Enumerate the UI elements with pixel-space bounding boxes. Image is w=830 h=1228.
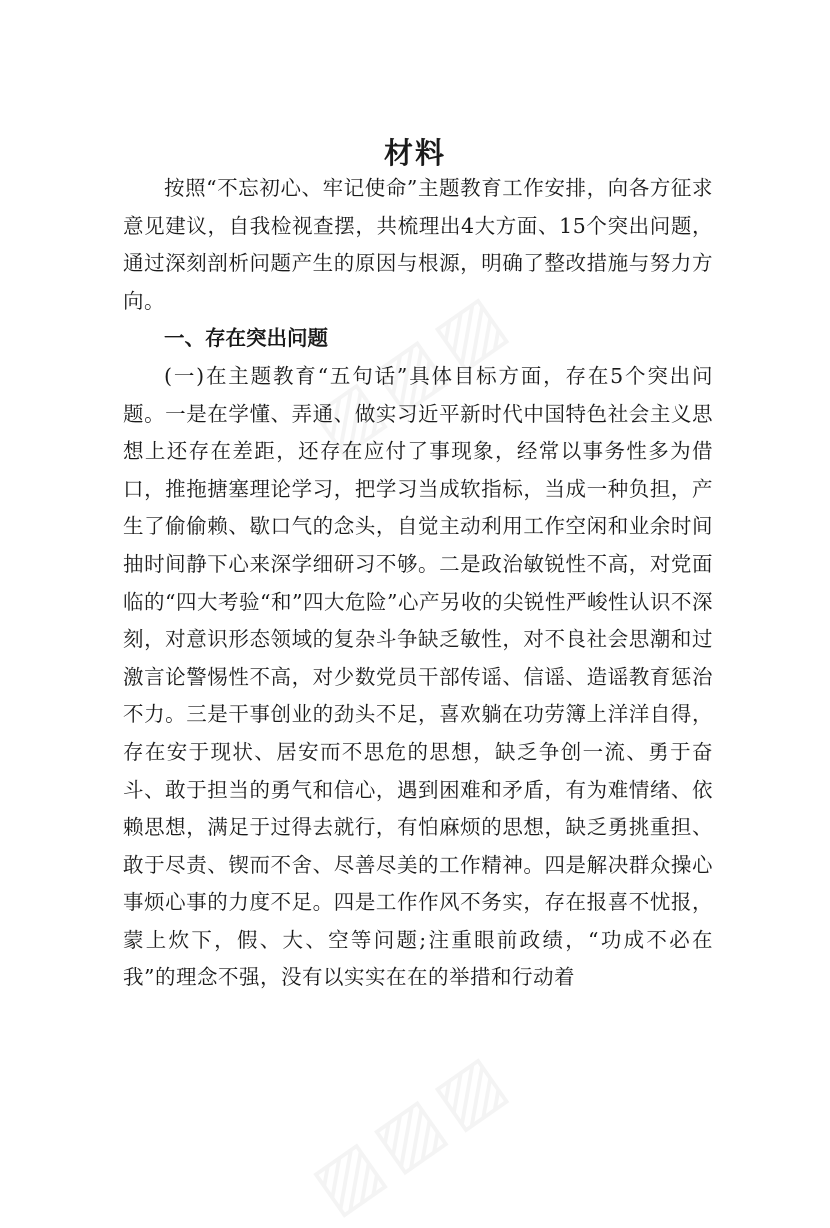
- document-title: 材料: [383, 136, 446, 171]
- watermark: [297, 1034, 526, 1228]
- section-paragraph: (一)在主题教育“五句话”具体目标方面，存在5个突出问题。一是在学懂、弄通、做实习近平新时代中国特色社会主义思想上还存在差距，还存在应付了事现象，经常以事务性多为借口，推拖搪塞理论学习，把学习当成软指标，当成一种负担，产生了偷偷赖、歇口气的念头，自觉主动利用工作空闲和业余时间抽时间静下心来深学细研习不够。二是政治敏锐性不高，对党面临的“四大考验“和”四大危险”心产另收的尖锐性严峻性认识不深刻，对意识形态领域的复杂斗争缺乏敏性，对不良社会思潮和过激言论警惕性不高，对少数党员干部传谣、信谣、造谣教育惩治不力。三是干事创业的劲头不足，喜欢躺在功劳簿上洋洋自得，存在安于现状、居安而不思危的思想，缺乏争创一流、勇于奋斗、敢于担当的勇气和信心，遇到困难和矛盾，有为难情绪、依赖思想，满足于过得去就行，有怕麻烦的思想，缺乏勇挑重担、敢于尽责、锲而不舍、尽善尽美的工作精神。四是解决群众操心事烦心事的力度不足。四是工作作风不务实，存在报喜不忧报，蒙上炊下，假、大、空等问题;注重眼前政绩，“功成不必在我”的理念不强，没有以实实在在的举措和行动着: [123, 363, 713, 990]
- document-body: [123, 170, 713, 997]
- intro-paragraph: 按照“不忘初心、牢记使命”主题教育工作安排，向各方征求意见建议，自我检视查摆，共梳理出4大方面、15个突出问题，通过深刻剖析问题产生的原因与根源，明确了整改措施与努力方向。: [123, 176, 713, 313]
- section-heading: 一、存在突出问题: [164, 326, 328, 351]
